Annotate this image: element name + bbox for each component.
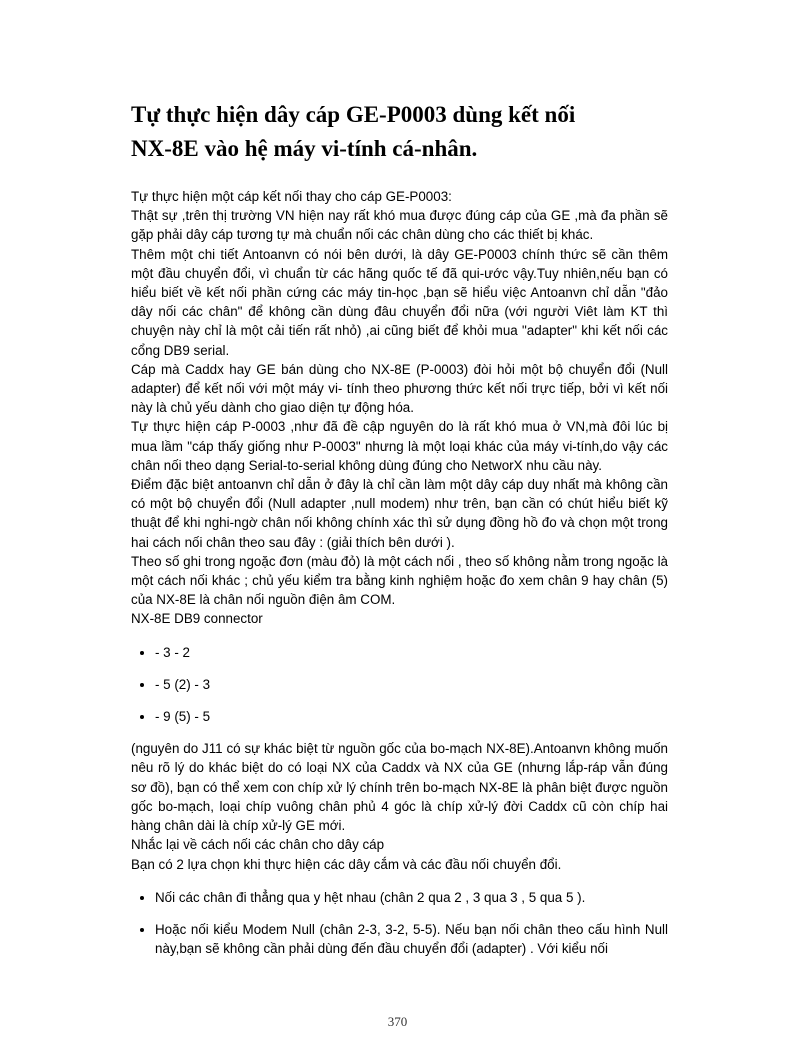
paragraph-intro: Tự thực hiện một cáp kết nối thay cho cáp GE-P0003: — [131, 189, 452, 204]
paragraph-market: Thật sự ,trên thị trường VN hiện nay rất khó mua được đúng cáp của GE ,mà đa phần sẽ gặp phải dây cáp tương tự mà chuẩn nối các chân dùng cho các thiết bị khác. — [131, 208, 668, 243]
paragraph-adapter-note: Thêm một chi tiết Antoanvn có nói bên dưới, là dây GE-P0003 chính thức sẽ cần thêm một đầu chuyển đổi, vì chuẩn từ các hãng quốc tế đã qui-ước vậy.Tuy nhiên,nếu bạn có hiểu biết về kết nối phần cứng các máy tin-học ,bạn sẽ hiểu việc Antoanvn chỉ dẫn "đảo dây nối các chân" để không cần dùng đâu chuyển đổi nữa (với người Viêt làm KT thì chuyện này chỉ là một cải tiến rất nhỏ) ,ai cũng biết để khỏi mua "adapter" khi kết nối các cổng DB9 serial. — [131, 246, 668, 358]
option-list-item-1: Nối các chân đi thẳng qua y hệt nhau (chân 2 qua 2 , 3 qua 3 , 5 qua 5 ). — [131, 888, 668, 907]
pin-list-item-1: - 3 - 2 — [131, 643, 668, 662]
page-content — [131, 98, 668, 971]
paragraph-connector-label: NX-8E DB9 connector — [131, 611, 263, 627]
option-list — [131, 888, 668, 959]
title-line-1: Tự thực hiện dây cáp GE-P0003 dùng kết nối — [131, 102, 576, 127]
document-body — [131, 187, 668, 958]
paragraph-two-choices: Bạn có 2 lựa chọn khi thực hiện các dây cắm và các đầu nối chuyển đổi. — [131, 856, 562, 872]
paragraph-pin-numbers: Theo số ghi trong ngoặc đơn (màu đỏ) là một cách nối , theo số không nằm trong ngoặc là một cách nối khác ; chủ yếu kiểm tra bằng kinh nghiệm hoặc đo xem chân 9 hay chân (5) của NX-8E là chân nối nguồn điện âm COM. — [131, 553, 668, 608]
paragraph-recap: Nhắc lại về cách nối các chân cho dây cáp — [131, 837, 385, 853]
pin-list-item-2: - 5 (2) - 3 — [131, 675, 668, 694]
paragraph-j11-note: (nguyên do J11 có sự khác biệt từ nguồn gốc của bo-mạch NX-8E).Antoanvn không muốn nêu rõ lý do khác biệt do có loại NX của Caddx và NX của GE (nhưng lắp-ráp vẫn đúng sơ đồ), bạn có thể xem con chíp xử lý chính trên bo-mạch NX-8E là phân biệt được nguồn gốc bo-mạch, loại chíp vuông chân phủ 4 góc là chíp xử-lý đời Caddx cũ còn chíp hai hàng chân dài là chíp xử-lý GE mới. — [131, 741, 668, 834]
pin-list-item-3: - 9 (5) - 5 — [131, 707, 668, 726]
title-line-2: NX-8E vào hệ máy vi-tính cá-nhân. — [131, 136, 478, 161]
paragraph-diy-cable: Tự thực hiện cáp P-0003 ,như đã đề cập nguyên do là rất khó mua ở VN,mà đôi lúc bị mua lầm "cáp thấy giống như P-0003" nhưng là một loại khác của máy vi-tính,do vậy các chân nối theo dạng Serial-to-serial không dùng đúng cho NetworX nhu cầu này. — [131, 419, 668, 473]
document-title — [131, 98, 668, 166]
pin-list — [131, 643, 668, 727]
option-list-item-2: Hoặc nối kiểu Modem Null (chân 2-3, 3-2, 5-5). Nếu bạn nối chân theo cấu hình Null này,bạn sẽ không cần phải dùng đến đầu chuyển đổi (adapter) . Với kiểu nối — [131, 920, 668, 958]
paragraph-special-point: Điểm đặc biệt antoanvn chỉ dẫn ở đây là chỉ cần làm một dây cáp duy nhất mà không cần có một bộ chuyển đổi (Null adapter ,null modem) như trên, bạn cần có chút hiểu biết kỹ thuật để khi nghi-ngờ chân nối không chính xác thì sử dụng đồng hồ đo và chọn một trong hai cách nối chân theo sau đây : (giải thích bên dưới ). — [131, 477, 668, 550]
paragraph-caddx-cable: Cáp mà Caddx hay GE bán dùng cho NX-8E (P-0003) đòi hỏi một bộ chuyển đổi (Null adapter) để kết nối với một máy vi- tính theo phương thức kết nối trực tiếp, bởi vì kết nối này là chủ yếu dành cho giao diện tự động hóa. — [131, 361, 668, 416]
page-number: 370 — [387, 1014, 408, 1029]
